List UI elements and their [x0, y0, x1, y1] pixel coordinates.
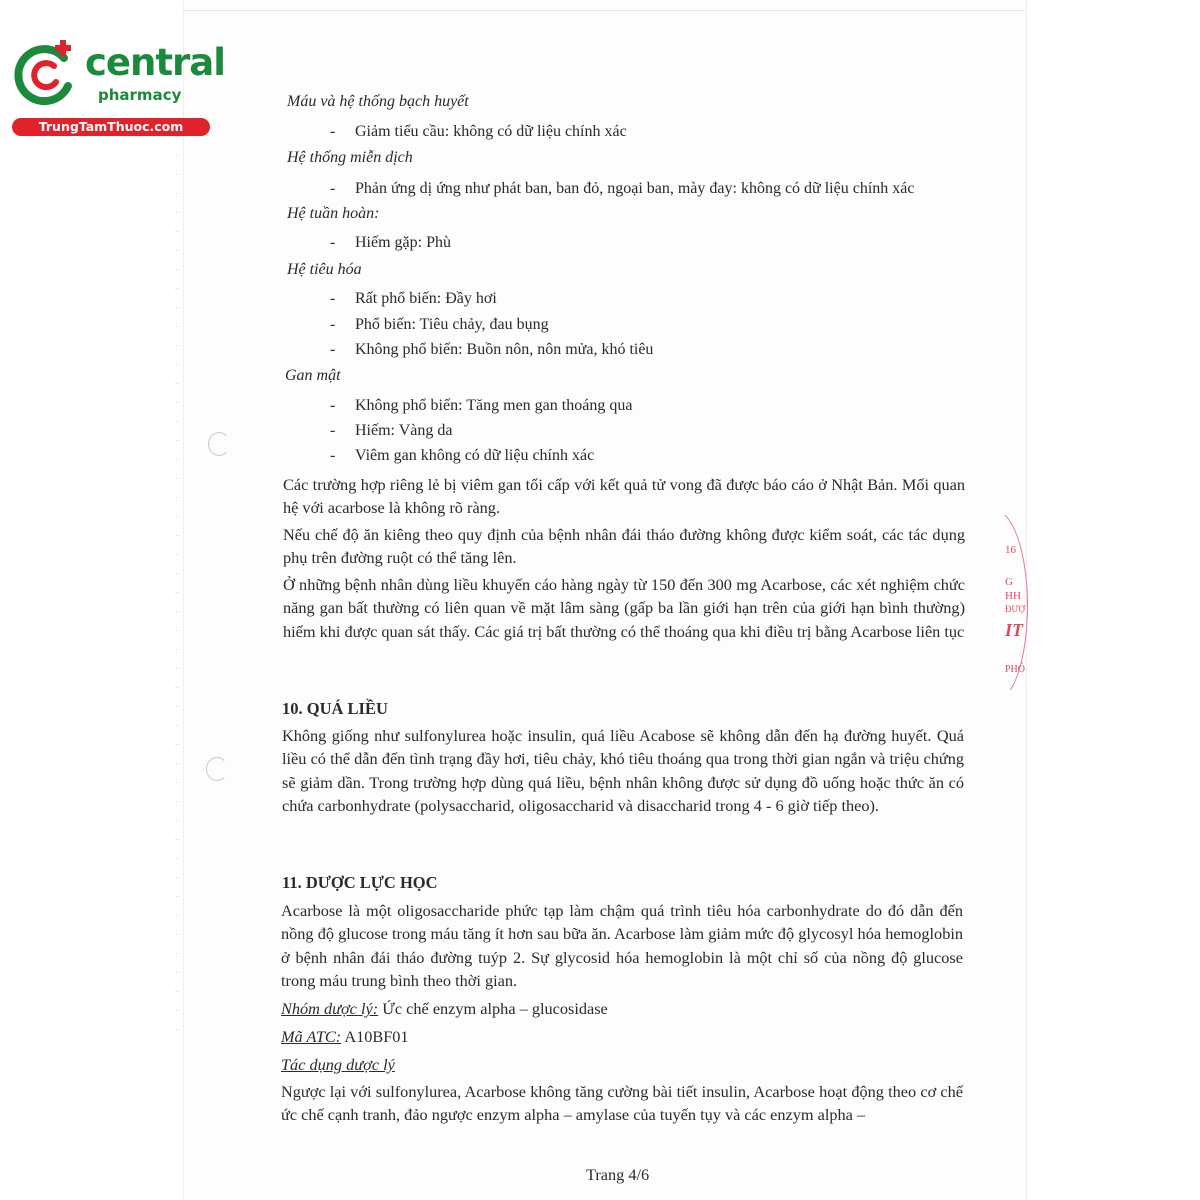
paragraph-pharmacological-effect: Ngược lại với sulfonylurea, Acarbose không tăng cường bài tiết insulin, Acarbose hoạt động theo cơ chế ức chế cạnh tranh, đảo ngược enzym alpha – amylase của tuyến tụy và các enzym alpha –	[281, 1082, 963, 1125]
scan-binding-marks	[175, 130, 179, 1030]
heading-circulatory-system: Hệ tuần hoàn:	[287, 205, 380, 222]
punch-hole-top	[208, 432, 230, 456]
stamp-text-2: G	[1005, 576, 1013, 588]
logo-brand-name: central	[85, 41, 225, 84]
pharmacological-group-line: Nhóm dược lý: Ức chế enzym alpha – glucosidase	[281, 999, 608, 1018]
paragraph-hepatitis-japan: Các trường hợp riêng lẻ bị viêm gan tối cấp với kết quả tử vong đã được báo cáo ở Nhật Bản. Mối quan hệ với acarbose là không rõ ràng.	[283, 475, 965, 518]
list-item: - Phổ biến: Tiêu chảy, đau bụng	[330, 316, 549, 333]
logo-subtitle: pharmacy	[98, 86, 182, 104]
stamp-text-1: 16	[1005, 544, 1016, 556]
official-stamp-fragment	[1002, 515, 1028, 690]
pharmacy-logo-icon	[10, 38, 82, 110]
paragraph-pharmacodynamics: Acarbose là một oligosaccharide phức tạp làm chậm quá trình tiêu hóa carbonhydrate do đó dẫn đến nồng độ glucose trong máu tăng ít hơn sau bữa ăn. Acarbose làm giảm mức độ glycosyl hóa hemoglobin ở bệnh nhân đái tháo đường tuýp 2. Sự glycosid hóa hemoglobin là một chỉ số của nồng độ glucose trong máu trung bình theo thời gian.	[281, 901, 963, 990]
list-item: - Hiếm: Vàng da	[330, 422, 453, 439]
punch-hole-bottom	[206, 757, 228, 781]
list-item: - Phản ứng dị ứng như phát ban, ban đỏ, ngoại ban, mày đay: không có dữ liệu chính xác	[330, 180, 915, 197]
paragraph-overdose: Không giống như sulfonylurea hoặc insulin, quá liều Acabose sẽ không dẫn đến hạ đường huyết. Quá liều có thể dẫn đến tình trạng đầy hơi, tiêu chảy, khó tiêu thoáng qua trong thời gian ngắn và triệu chứng sẽ giảm dần. Trong trường hợp dùng quá liều, bệnh nhân không được sử dụng đồ uống hoặc thức ăn có chứa carbonhydrate (polysaccharid, oligosaccharid và disaccharid trong 4 - 6 giờ tiếp theo).	[282, 726, 964, 815]
heading-blood-lymph: Máu và hệ thống bạch huyết	[287, 93, 469, 110]
list-item: - Không phổ biến: Buồn nôn, nôn mửa, khó tiêu	[330, 341, 654, 358]
heading-immune-system: Hệ thống miễn dịch	[287, 149, 413, 166]
list-item: - Viêm gan không có dữ liệu chính xác	[330, 447, 595, 464]
list-item: - Không phổ biến: Tăng men gan thoáng qua	[330, 397, 633, 414]
heading-digestive-system: Hệ tiêu hóa	[287, 261, 362, 278]
paragraph-diet-control: Nếu chế độ ăn kiêng theo quy định của bệnh nhân đái tháo đường không được kiểm soát, các tác dụng phụ trên đường ruột có thể tăng lên.	[283, 525, 965, 568]
list-item: - Hiếm gặp: Phù	[330, 234, 451, 251]
section-title-pharmacodynamics: 11. DƯỢC LỰC HỌC	[282, 873, 438, 892]
list-item: - Giảm tiểu cầu: không có dữ liệu chính xác	[330, 123, 627, 140]
page-top-rule	[183, 10, 1025, 11]
logo-website[interactable]: TrungTamThuoc.com	[12, 118, 210, 136]
stamp-text-5: IT	[1005, 620, 1023, 640]
central-pharmacy-logo[interactable]	[10, 38, 225, 138]
stamp-text-4: ĐƯỢ	[1005, 604, 1025, 614]
list-item: - Rất phổ biến: Đầy hơi	[330, 290, 497, 307]
page-number: Trang 4/6	[586, 1165, 650, 1184]
section-title-overdose: 10. QUÁ LIỀU	[282, 699, 388, 718]
paragraph-liver-tests: Ở những bệnh nhân dùng liều khuyến cáo hàng ngày từ 150 đến 300 mg Acarbose, các xét nghiệm chức năng gan bất thường có liên quan về mặt lâm sàng (gấp ba lần giới hạn trên của giới hạn bình thường) hiếm khi được quan sát thấy. Các giá trị bất thường có thể thoáng qua khi điều trị bằng Acarbose liên tục	[283, 575, 965, 641]
atc-code-line: Mã ATC: A10BF01	[281, 1027, 409, 1046]
stamp-text-3: HH	[1005, 590, 1021, 602]
stamp-text-6: PHÓ	[1005, 664, 1026, 675]
pharmacological-effect-heading: Tác dụng dược lý	[281, 1055, 395, 1074]
heading-hepatobiliary: Gan mật	[285, 367, 341, 384]
